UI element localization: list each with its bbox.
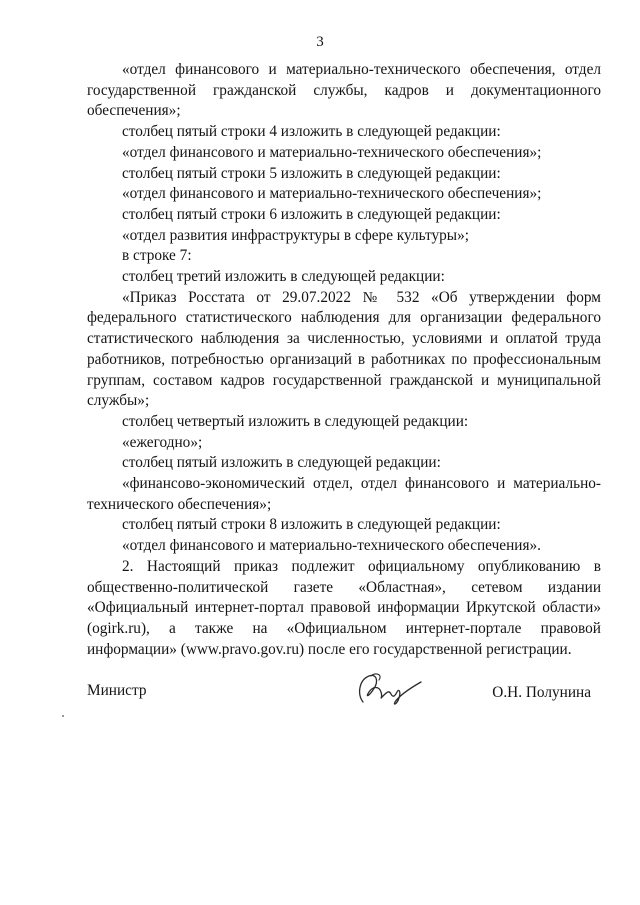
paragraph: «ежегодно»; (122, 433, 203, 451)
paragraph: «Приказ Росстата от 29.07.2022 № 532 «Об утверждении форм федерального статистического наблюдения для организации федерального статистического наблюдения за численностью, условиями и оплатой труда работников, потребностью организаций в работниках по профессиональным группам, составом кадров государственной гражданской и муниципальной службы»; (87, 288, 601, 410)
page-number: 3 (316, 34, 324, 50)
paragraph: «отдел финансового и материально-технического обеспечения». (122, 537, 541, 555)
paragraph: «отдел финансового и материально-технического обеспечения»; (122, 185, 542, 203)
signer-name: О.Н. Полунина (492, 684, 591, 701)
paragraph: «отдел развития инфраструктуры в сфере культуры»; (122, 226, 469, 244)
paragraph: столбец третий изложить в следующей редакции: (122, 268, 445, 286)
paragraph: «отдел финансового и материально-технического обеспечения»; (122, 143, 542, 161)
document-body (87, 60, 601, 660)
paragraph: 2. Настоящий приказ подлежит официальному опубликованию в общественно-политической газете «Областная», сетевом издании «Официальный интернет-портал правовой информации Иркутской области» (ogirk.ru), а также на «Официальном интернет-портале правовой информации» (www.pravo.gov.ru) после его государственной регистрации. (87, 557, 601, 658)
paragraph: столбец пятый строки 8 изложить в следующей редакции: (122, 516, 501, 534)
paragraph: «отдел финансового и материально-технического обеспечения, отдел государственной гражданской службы, кадров и документационного обеспечения»; (87, 61, 601, 120)
paragraph: столбец пятый строки 5 изложить в следующей редакции: (122, 164, 501, 182)
paragraph: столбец пятый строки 4 изложить в следующей редакции: (122, 123, 501, 141)
paragraph: столбец пятый изложить в следующей редакции: (122, 454, 441, 472)
paragraph: «финансово-экономический отдел, отдел финансового и материально-технического обеспечения»; (87, 475, 601, 513)
paragraph: столбец четвертый изложить в следующей редакции: (122, 412, 469, 430)
paragraph: столбец пятый строки 6 изложить в следующей редакции: (122, 205, 501, 223)
handwritten-signature (349, 668, 429, 710)
position-title: Министр (87, 682, 147, 699)
signature-block (87, 668, 601, 708)
paragraph: в строке 7: (122, 247, 192, 265)
scan-speck (62, 715, 64, 717)
